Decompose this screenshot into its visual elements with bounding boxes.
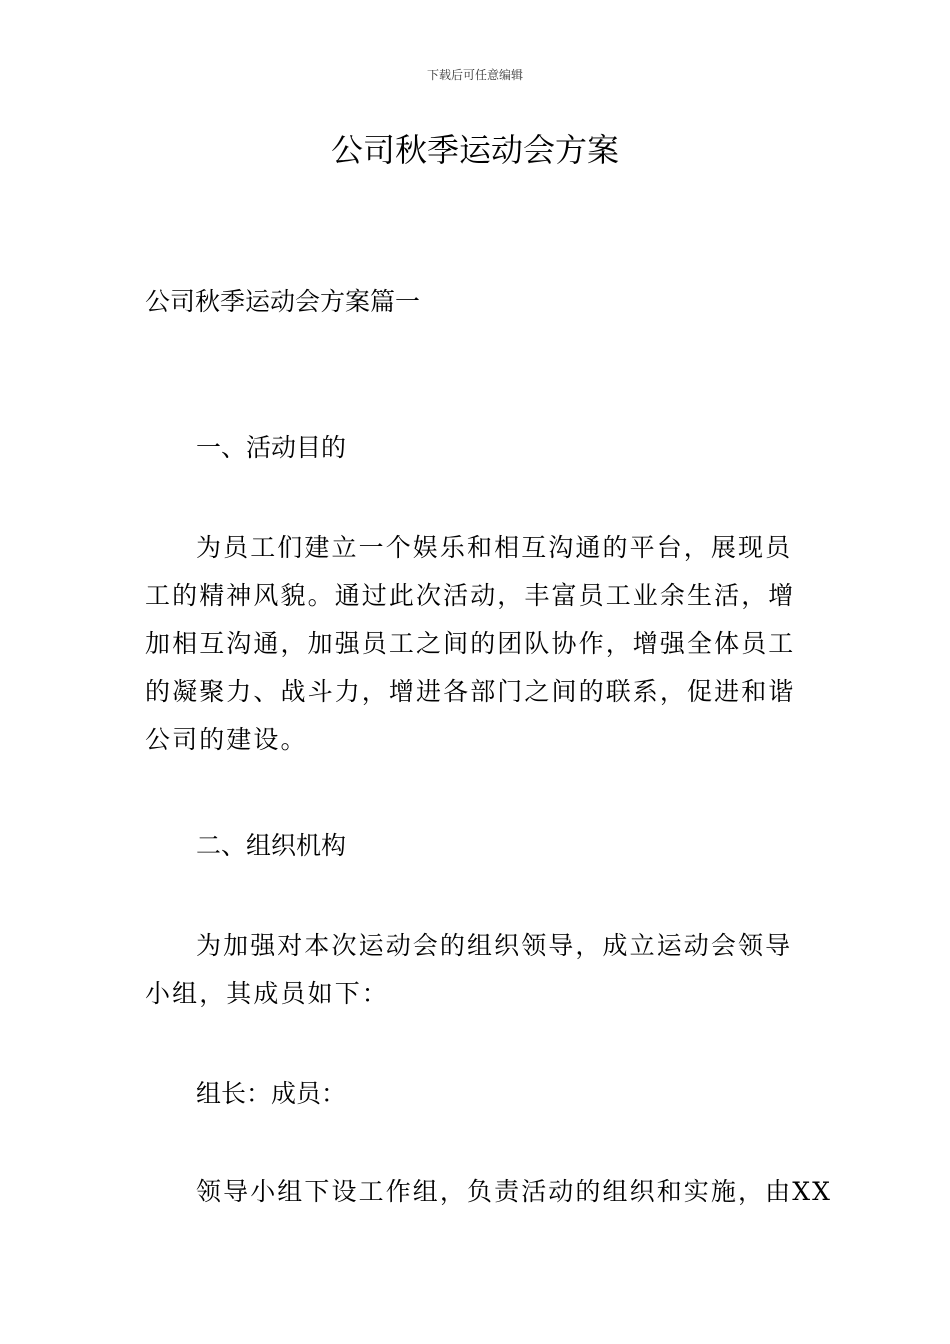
section-heading-purpose: 一、活动目的 xyxy=(196,433,347,462)
header-note: 下载后可任意编辑 xyxy=(426,68,523,82)
working-group-line: 领导小组下设工作组，负责活动的组织和实施，由XX xyxy=(196,1177,832,1206)
section-paragraph-organization: 为加强对本次运动会的组织领导，成立运动会领导小组，其成员如下： xyxy=(145,931,793,1008)
section-heading-organization: 二、组织机构 xyxy=(196,831,347,860)
document-subtitle: 公司秋季运动会方案篇一 xyxy=(145,287,421,316)
leaders-line: 组长：成员： xyxy=(196,1079,347,1108)
section-paragraph-purpose: 为员工们建立一个娱乐和相互沟通的平台，展现员工的精神风貌。通过此次活动，丰富员工业余生活，增加相互沟通，加强员工之间的团队协作，增强全体员工的凝聚力、战斗力，增进各部门之间的联系，促进和谐公司的建设。 xyxy=(145,533,796,754)
document-title: 公司秋季运动会方案 xyxy=(330,131,619,169)
